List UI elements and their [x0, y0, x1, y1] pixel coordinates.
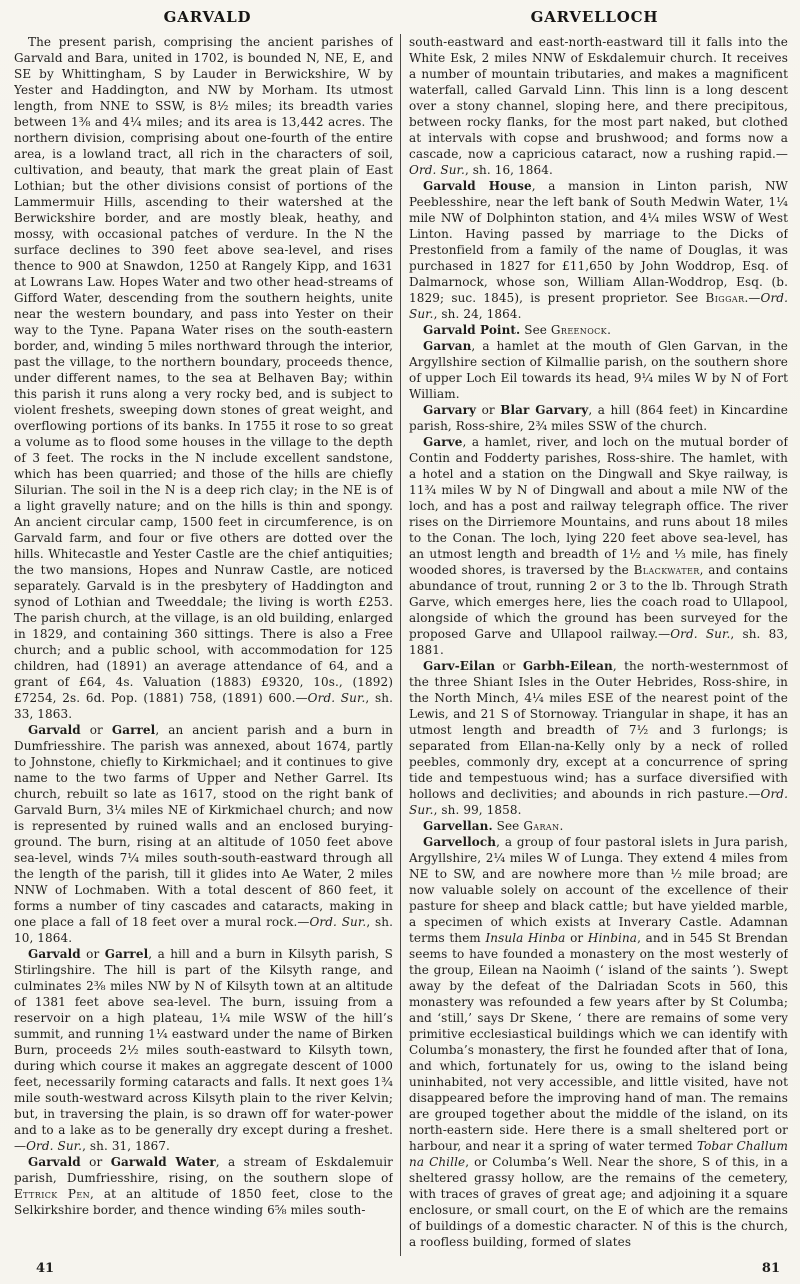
entry-text: , and contains abundance of trout, running 2 or 3 to the lb. Through Strath Garve, which emerges here, lies the coach road to Ullapool, alongside of which the ground has been surveyed for the proposed Garve and Ullapool railway.—: [409, 563, 788, 641]
text-columns: [14, 34, 788, 1256]
right-page-number: 81: [761, 1261, 780, 1276]
entry-text: Insula Hinba: [485, 931, 566, 945]
entry-name: Garvald: [28, 947, 81, 961]
gazetteer-entry: [409, 178, 788, 322]
entry-name: Garvald: [28, 723, 81, 737]
entry-text: Biggar: [705, 291, 745, 305]
entry-text: Hinbina: [587, 931, 638, 945]
entry-name: Garrel: [104, 947, 149, 961]
entry-text: Garan: [523, 819, 560, 833]
entry-text: Ord. Sur.: [409, 787, 788, 817]
gazetteer-entry: [14, 946, 393, 1154]
entry-text: , an ancient parish and a burn in Dumfriesshire. The parish was annexed, about 1674, partly to Johnstone, chiefly to Kirkmichael; and it continues to give name to the two farms of Upper and Nether Garrel. Its church, rebuilt so late as 1617, stood on the right bank of Garvald Burn, 3¼ miles NE of Kirkmichael church; and now is represented by ruined walls and an enclosed burying-ground. The burn, rising at an altitude of 1050 feet above sea-level, winds 7¼ miles south-south-eastward through all the length of the parish, till it glides into Ae Water, 2 miles NNW of Lochmaben. With a total descent of 860 feet, it forms a number of tiny cascades and cataracts, making in one place a fall of 18 feet over a mural rock.—: [14, 723, 393, 929]
entry-name: Blar Garvary: [500, 403, 589, 417]
entry-name: Garvelloch: [423, 835, 497, 849]
entry-text: south-eastward and east-north-eastward till it falls into the White Esk, 2 miles NNW of Eskdalemuir church. It receives a number of mountain tributaries, and makes a magnificent waterfall, called Garvald Linn. This linn is a long descent over a stony channel, sloping here, and there precipitous, between rocky flanks, for the most part naked, but clothed at intervals with copse and brushwood; and forms now a cascade, now a capricious cataract, now a rushing rapid.—: [409, 35, 788, 161]
entry-text: , a hill (864 feet) in Kincardine parish, Ross-shire, 2¾ miles SSW of the church.: [409, 403, 788, 433]
entry-text: , sh. 31, 1867.: [82, 1139, 170, 1153]
entry-text: , a hamlet, river, and loch on the mutual border of Contin and Fodderty parishes, Ross-shire. The hamlet, with a hotel and a station on the Dingwall and Skye railway, is 11¾ miles W by N of Dingwall and about a mile NW of the loch, and has a post and railway telegraph office. The river rises on the Dirriemore Mountains, and runs about 18 miles to the Conan. The loch, lying 220 feet above sea-level, has an utmost length and breadth of 1½ and ⅓ mile, has finely wooded shores, is traversed by the: [409, 435, 788, 577]
right-column: [409, 34, 788, 1256]
running-heads: [14, 8, 788, 34]
entry-text: , sh. 83, 1881.: [409, 627, 788, 657]
entry-text: , a stream of Eskdalemuir parish, Dumfriesshire, rising, on the southern slope of: [14, 1155, 393, 1185]
entry-text: , a hill and a burn in Kilsyth parish, S Stirlingshire. The hill is part of the Kilsyth range, and culminates 2⅜ miles NW by N of Kilsyth town at an altitude of 1381 feet above sea-level. The burn, issuing from a reservoir on a high plateau, 1¼ mile WSW of the hill’s summit, and running 1¼ eastward under the name of Birken Burn, proceeds 2½ miles south-eastward to Kilsyth town, during which course it makes an aggregate descent of 1000 feet, necessarily forming cataracts and falls. It next goes 1¾ mile south-westward across Kilsyth plain to the river Kelvin; but, in traversing the plain, is so drawn off for water-power and to a lake as to be generally dry except during a freshet.—: [14, 947, 393, 1153]
entry-text: Greenock: [550, 323, 608, 337]
entry-text: or: [80, 1155, 111, 1169]
gazetteer-entry: [409, 658, 788, 818]
entry-name: Garvald: [28, 1155, 81, 1169]
entry-text: or: [495, 659, 523, 673]
right-column-header: GARVELLOCH: [530, 8, 659, 26]
gazetteer-entry: [409, 434, 788, 658]
entry-text: Tobar Challum na Chille: [409, 1139, 788, 1169]
entry-text: , sh. 16, 1864.: [464, 163, 553, 177]
entry-text: , at an altitude of 1850 feet, close to the Selkirkshire border, and thence winding 6⅝ miles south-: [14, 1187, 393, 1217]
entry-text: , sh. 99, 1858.: [433, 803, 522, 817]
gazetteer-entry: [409, 338, 788, 402]
gazetteer-entry: [409, 834, 788, 1250]
column-divider-rule: [400, 34, 401, 1256]
left-column: [14, 34, 393, 1256]
entry-text: , sh. 24, 1864.: [433, 307, 522, 321]
entry-text: or: [80, 723, 112, 737]
entry-text: , a hamlet at the mouth of Glen Garvan, in the Argyllshire section of Kilmallie parish, on the southern shore of upper Loch Eil towards its head, 9¼ miles W by N of Fort William.: [409, 339, 788, 401]
entry-text: Ord. Sur.: [307, 691, 366, 705]
entry-text: , and in 545 St Brendan seems to have founded a monastery on the most westerly of the group, Eilean na Naoimh (‘ island of the saints ’). Swept away by the defeat of the Dalriadan Scots in 560, this monastery was refounded a few years after by St Columba; and ‘still,’ says Dr Skene, ‘ there are remains of some very primitive ecclesiastical buildings which we can identify with Columba’s monastery, the first he founded after that of Iona, and which, fortunately for us, owing to the island being uninhabited, not very accessible, and little visited, have not disappeared before the improving hand of man. The remains are grouped together about the middle of the island, on its north-eastern side. Here there is a small sheltered port or harbour, and near it a spring of water termed: [409, 931, 788, 1153]
entry-text: Ord. Sur.: [409, 291, 788, 321]
entry-name: Garrel: [111, 723, 156, 737]
entry-text: Ord. Sur.: [409, 163, 465, 177]
entry-name: Garwald Water: [110, 1155, 216, 1169]
entry-text: The present parish, comprising the ancient parishes of Garvald and Bara, united in 1702, is bounded N, NE, E, and SE by Whittingham, S by Lauder in Berwickshire, W by Yester and Haddington, and NW by Morham. Its utmost length, from NNE to SSW, is 8½ miles; its breadth varies between 1⅜ and 4¼ miles; and its area is 13,442 acres. The northern division, comprising about one-fourth of the entire area, is a lowland tract, all rich in the characters of soil, cultivation, and beauty, that mark the great plain of East Lothian; but the other divisions consist of portions of the Lammermuir Hills, ascending to their watershed at the Berwickshire border, and are mostly bleak, heathy, and mossy, with occasional patches of verdure. In the N the surface declines to 390 feet above sea-level, and rises thence to 900 at Snawdon, 1250 at Rangely Kipp, and 1631 at Lowrans Law. Hopes Water and two other head-streams of Gifford Water, descending from the southern heights, unite near the western boundary, and pass into Yester on their way to the Tyne. Papana Water rises on the south-eastern border, and, winding 5 miles northward through the interior, past the village, to the northern boundary, proceeds thence, under different names, to the sea at Belhaven Bay; within this parish it runs along a very rocky bed, and is subject to violent freshets, sweeping down stones of great weight, and overflowing portions of its banks. In 1755 it rose to so great a volume as to flood some houses in the village to the depth of 3 feet. The rocks in the N include excellent sandstone, which has been quarried; and those of the hills are chiefly Silurian. The soil in the N is a deep rich clay; in the NE is of a light gravelly nature; and on the hills is thin and spongy. An ancient circular camp, 1500 feet in circumference, is on Garvald farm, and four or five others are dotted over the hills. Whitecastle and Yester Castle are the chief antiquities; the two mansions, Hopes and Nunraw Castle, are noticed separately. Garvald is in the presbytery of Haddington and synod of Lothian and Tweeddale; the living is worth £253. The parish church, at the village, is an old building, enlarged in 1829, and containing 360 sittings. There is also a Free church; and a public school, with accommodation for 125 children, had (1891) an average attendance of 64, and a grant of £64, 4s. Valuation (1883) £9320, 10s., (1892) £7254, 2s. 6d. Pop. (1881) 758, (1891) 600.—: [14, 35, 393, 705]
entry-text: or: [476, 403, 501, 417]
entry-name: Garve: [423, 435, 463, 449]
gazetteer-entry: [409, 34, 788, 178]
gazetteer-entry: [409, 322, 788, 338]
entry-name: Garvellan.: [423, 819, 493, 833]
entry-text: .: [607, 323, 611, 337]
entry-name: Garvald House: [423, 179, 532, 193]
gazetteer-entry: [14, 722, 393, 946]
entry-name: Garbh-Eilean: [522, 659, 613, 673]
entry-text: .—: [744, 291, 761, 305]
entry-text: , the north-westernmost of the three Shiant Isles in the Outer Hebrides, Ross-shire, in the North Minch, 4¼ miles ESE of the nearest point of the Lewis, and 21 S of Stornoway. Triangular in shape, it has an utmost length and breadth of 7½ and 3 furlongs; is separated from Ellan-na-Kelly only by a neck of rolled peebles, commonly dry, except at a concurrence of spring tide and tempestuous wind; has a surface diversified with hollows and declivities; and abounds in rich pasture.—: [409, 659, 788, 801]
gazetteer-entry: [14, 34, 393, 722]
entry-text: , a group of four pastoral islets in Jura parish, Argyllshire, 2¼ miles W of Lunga. They extend 4 miles from NE to SW, and are nowhere more than ½ mile broad; are now valuable solely on account of the excellence of their pasture for sheep and black cattle; but have yielded marble, a specimen of which exists at Inverary Castle. Adamnan terms them: [409, 835, 788, 945]
entry-text: Ord. Sur.: [670, 627, 731, 641]
entry-name: Garvary: [423, 403, 477, 417]
gazetteer-entry: [409, 402, 788, 434]
entry-text: , a mansion in Linton parish, NW Peeblesshire, near the left bank of South Medwin Water, 1¼ mile NW of Dolphinton station, and 4¼ miles WSW of West Linton. Having passed by marriage to the Dicks of Prestonfield from a family of the name of Douglas, it was purchased in 1827 for £11,650 by John Woddrop, Esq. of Dalmarnock, whose son, William Allan-Woddrop, Esq. (b. 1829; suc. 1845), is present proprietor. See: [409, 179, 788, 305]
entry-text: .: [559, 819, 564, 833]
entry-text: Ettrick Pen: [14, 1187, 91, 1201]
entry-name: Garv-Eilan: [423, 659, 496, 673]
gazetteer-entry: [409, 818, 788, 834]
gazetteer-entry: [14, 1154, 393, 1218]
entry-text: or: [80, 947, 105, 961]
entry-name: Garvald Point.: [423, 323, 521, 337]
entry-text: , sh. 10, 1864.: [14, 915, 393, 945]
entry-text: Ord. Sur.: [309, 915, 367, 929]
entry-text: , or Columba’s Well. Near the shore, S of this, in a sheltered grassy hollow, are the remains of the cemetery, with traces of graves of great age; and adjoining it a square enclosure, or small court, on the E of which are the remains of buildings of a domestic character. N of this is the church, a roofless building, formed of slates: [409, 1155, 788, 1249]
entry-text: Ord. Sur.: [26, 1139, 83, 1153]
left-page-number: 41: [36, 1261, 55, 1276]
entry-text: or: [565, 931, 588, 945]
entry-text: See: [492, 819, 524, 833]
left-column-header: GARVALD: [163, 8, 252, 26]
entry-text: , sh. 33, 1863.: [14, 691, 393, 721]
entry-text: Blackwater: [633, 563, 700, 577]
entry-text: See: [520, 323, 551, 337]
entry-name: Garvan: [423, 339, 472, 353]
